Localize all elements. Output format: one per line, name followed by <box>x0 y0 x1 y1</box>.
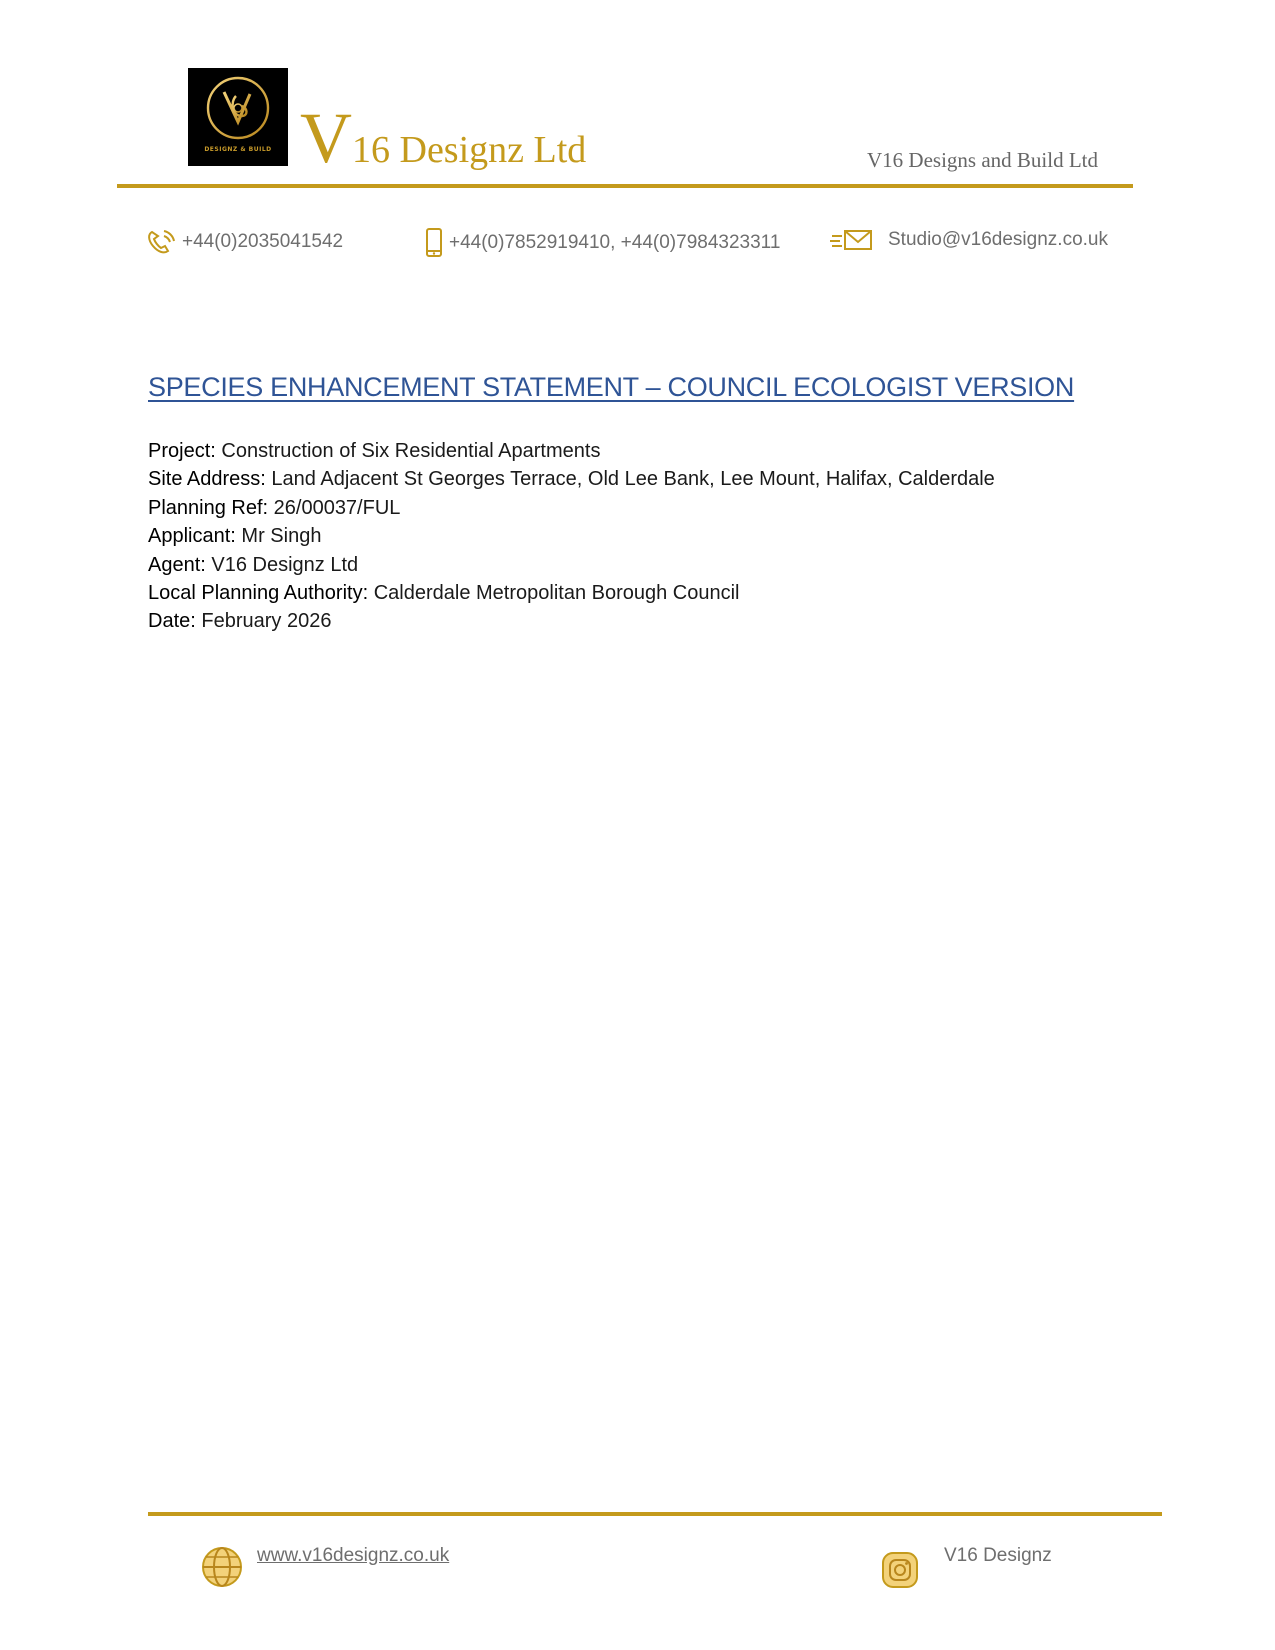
social-handle[interactable]: V16 Designz <box>944 1545 1052 1566</box>
company-name: V16 Designs and Build Ltd <box>867 148 1098 172</box>
detail-site-address: Site Address: Land Adjacent St Georges Terrace, Old Lee Bank, Lee Mount, Halifax, Calderdale <box>148 468 995 491</box>
header-divider <box>117 184 1133 188</box>
detail-project: Project: Construction of Six Residential Apartments <box>148 440 601 462</box>
mobile-icon <box>425 228 443 258</box>
globe-icon <box>200 1545 244 1589</box>
document-title: SPECIES ENHANCEMENT STATEMENT – COUNCIL ECOLOGIST VERSION <box>148 372 1075 402</box>
brand-initial: V <box>300 98 352 178</box>
website-link[interactable]: www.v16designz.co.uk <box>257 1545 450 1566</box>
brand-name <box>300 98 587 178</box>
email-icon <box>830 228 874 252</box>
detail-planning-ref: Planning Ref: 26/00037/FUL <box>148 496 401 519</box>
detail-date: Date: February 2026 <box>148 610 332 633</box>
detail-planning-authority: Local Planning Authority: Calderdale Metropolitan Borough Council <box>148 582 740 605</box>
detail-agent: Agent: V16 Designz Ltd <box>148 553 359 576</box>
email-text[interactable]: Studio@v16designz.co.uk <box>888 229 1108 250</box>
phone-icon <box>146 228 176 256</box>
footer-divider <box>148 1512 1162 1516</box>
instagram-icon <box>880 1550 920 1590</box>
detail-applicant: Applicant: Mr Singh <box>148 525 322 548</box>
company-logo <box>188 68 288 166</box>
contact-mobile <box>425 228 780 258</box>
logo-tagline: DESIGNZ & BUILD <box>204 146 272 153</box>
contact-email <box>830 228 1108 252</box>
project-details <box>148 437 995 636</box>
brand-rest: 16 Designz Ltd <box>352 129 587 171</box>
contact-phone <box>146 228 343 256</box>
phone-text[interactable]: +44(0)2035041542 <box>182 231 344 252</box>
mobile-text[interactable]: +44(0)7852919410, +44(0)7984323311 <box>449 232 781 253</box>
